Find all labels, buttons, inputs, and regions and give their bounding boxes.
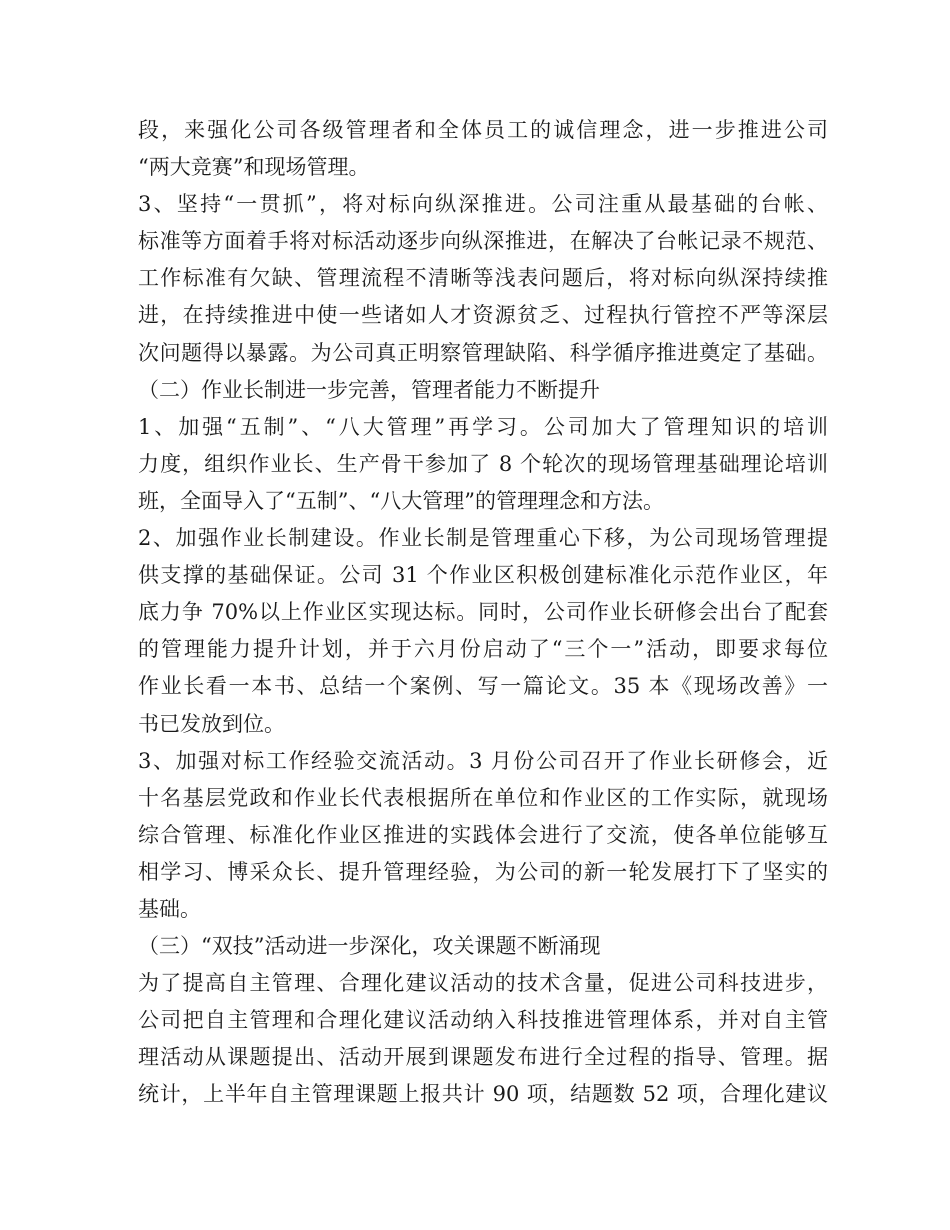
text-line: 十名基层党政和作业长代表根据所在单位和作业区的工作实际，就现场: [138, 785, 828, 810]
section-heading: （二）作业长制进一步完善，管理者能力不断提升: [138, 377, 600, 402]
text-line: 工作标准有欠缺、管理流程不清晰等浅表问题后，将对标向纵深持续推: [138, 266, 828, 291]
text-line: 标准等方面着手将对标活动逐步向纵深推进，在解决了台帐记录不规范、: [138, 229, 828, 254]
text-line: 作业长看一本书、总结一个案例、写一篇论文。35 本《现场改善》一: [138, 674, 828, 699]
text-line: 进，在持续推进中使一些诸如人才资源贫乏、过程执行管控不严等深层: [138, 303, 828, 328]
text-line: 3、坚持“一贯抓”，将对标向纵深推进。公司注重从最基础的台帐、: [138, 192, 828, 217]
text-line: 班，全面导入了“五制”、“八大管理”的管理理念和方法。: [138, 488, 664, 513]
text-line: 段，来强化公司各级管理者和全体员工的诚信理念，进一步推进公司: [138, 118, 828, 142]
text-line: 力度，组织作业长、生产骨干参加了 8 个轮次的现场管理基础理论培训: [138, 451, 828, 476]
text-line: 相学习、博采众长、提升管理经验，为公司的新一轮发展打下了坚实的: [138, 859, 828, 884]
text-line: 书已发放到位。: [138, 711, 285, 736]
text-line: 1、加强“五制”、“八大管理”再学习。公司加大了管理知识的培训: [138, 414, 828, 439]
text-line: 3、加强对标工作经验交流活动。3 月份公司召开了作业长研修会，近: [138, 748, 828, 773]
text-line: 次问题得以暴露。为公司真正明察管理缺陷、科学循序推进奠定了基础。: [138, 340, 828, 365]
text-line: 供支撑的基础保证。公司 31 个作业区积极创建标准化示范作业区，年: [138, 563, 828, 588]
section-heading: （三）“双技”活动进一步深化，攻关课题不断涌现: [138, 934, 601, 959]
text-line: 底力争 70%以上作业区实现达标。同时，公司作业长研修会出台了配套: [138, 600, 828, 625]
text-line: 2、加强作业长制建设。作业长制是管理重心下移，为公司现场管理提: [138, 526, 828, 551]
text-line: 统计，上半年自主管理课题上报共计 90 项，结题数 52 项，合理化建议: [138, 1082, 828, 1107]
text-line: 理活动从课题提出、活动开展到课题发布进行全过程的指导、管理。据: [138, 1045, 828, 1070]
text-line: 为了提高自主管理、合理化建议活动的技术含量，促进公司科技进步，: [138, 971, 828, 996]
document-body: [138, 112, 828, 1114]
text-line: 综合管理、标准化作业区推进的实践体会进行了交流，使各单位能够互: [138, 822, 828, 847]
text-line: 的管理能力提升计划，并于六月份启动了“三个一”活动，即要求每位: [138, 637, 828, 662]
text-line: 公司把自主管理和合理化建议活动纳入科技推进管理体系，并对自主管: [138, 1008, 828, 1033]
text-line: “两大竞赛”和现场管理。: [138, 155, 370, 180]
text-line: 基础。: [138, 896, 201, 921]
